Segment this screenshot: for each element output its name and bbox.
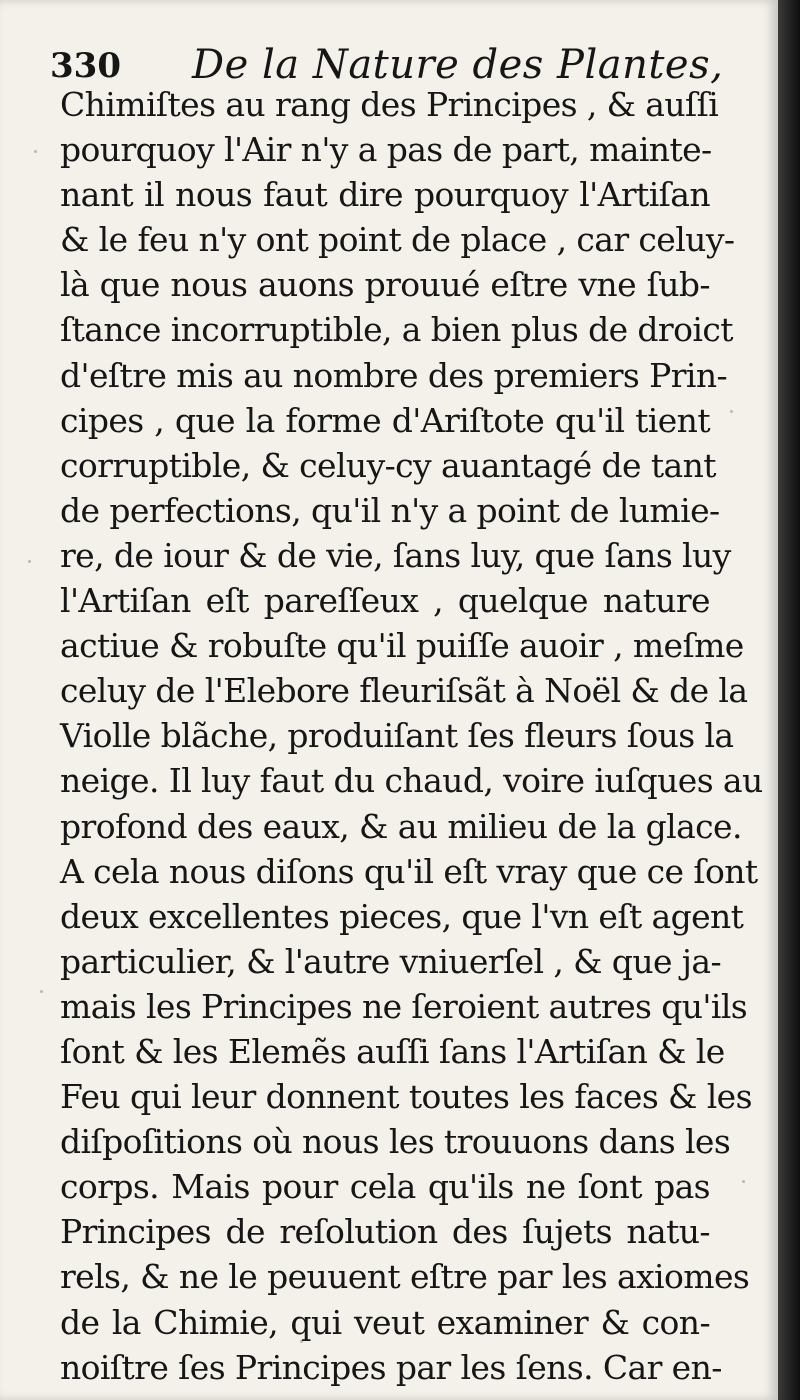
text-line: neige. Il luy faut du chaud, voire iuſques au xyxy=(60,761,763,801)
page-number: 330 xyxy=(50,46,121,86)
text-line: A cela nous diſons qu'il eſt vray que ce ſont xyxy=(60,851,758,891)
text-line: noiſtre ſes Principes par les ſens. Car en- xyxy=(60,1347,722,1387)
text-line: de la Chimie, qui veut examiner & con- xyxy=(60,1302,710,1342)
text-line: diſpoſitions où nous les trouuons dans les xyxy=(60,1122,731,1162)
text-line: Chimiſtes au rang des Principes , & auſſi xyxy=(60,85,719,124)
text-line: mais les Principes ne ſeroient autres qu'ils xyxy=(60,986,748,1026)
text-line: re, de iour & de vie, ſans luy, que ſans luy xyxy=(60,535,731,575)
text-line: ſont & les Elemẽs auſſi ſans l'Artiſan & le xyxy=(60,1031,725,1071)
text-line: nant il nous faut dire pourquoy l'Artiſan xyxy=(60,175,710,215)
text-line: actiue & robuſte qu'il puiſſe auoir , meſme xyxy=(60,626,744,666)
text-line: Feu qui leur donnent toutes les faces & les xyxy=(60,1077,752,1117)
text-line: profond des eaux, & au milieu de la glace. xyxy=(60,806,742,846)
text-line: & le feu n'y ont point de place , car celuy- xyxy=(60,220,735,260)
text-line: d'eſtre mis au nombre des premiers Prin- xyxy=(60,355,728,395)
text-line: particulier, & l'autre vniuerſel , & que ja- xyxy=(60,941,722,981)
text-line: Violle blãche, produiſant ſes fleurs ſous la xyxy=(60,716,734,756)
paper-speck xyxy=(28,560,31,563)
text-line: là que nous auons prouué eſtre vne ſub- xyxy=(60,265,710,305)
paper-speck xyxy=(730,410,733,413)
text-line: ſtance incorruptible, a bien plus de droict xyxy=(60,310,733,350)
text-line: deux excellentes pieces, que l'vn eſt agent xyxy=(60,896,744,936)
text-line: corps. Mais pour cela qu'ils ne ſont pas xyxy=(60,1167,710,1207)
text-line: corruptible, & celuy-cy auantagé de tant xyxy=(60,445,716,485)
text-line: rels, & ne le peuuent eſtre par les axiomes xyxy=(60,1257,750,1297)
text-line: Principes de reſolution des ſujets natu- xyxy=(60,1212,710,1252)
paper-speck xyxy=(40,990,43,993)
text-line: de perfections, qu'il n'y a point de lumie- xyxy=(60,490,720,530)
paper-speck xyxy=(742,1180,745,1183)
text-line: celuy de l'Elebore fleuriſsãt à Noël & de la xyxy=(60,671,748,711)
text-line: l'Artiſan eſt pareſſeux , quelque nature xyxy=(60,581,710,621)
running-title: De la Nature des Plantes, xyxy=(192,42,724,88)
body-text xyxy=(60,82,763,1390)
paper-speck xyxy=(34,150,37,153)
page-gutter-shadow xyxy=(778,0,800,1400)
text-line: cipes , que la forme d'Ariſtote qu'il tient xyxy=(60,400,710,440)
text-line: pourquoy l'Air n'y a pas de part, mainte- xyxy=(60,130,712,170)
